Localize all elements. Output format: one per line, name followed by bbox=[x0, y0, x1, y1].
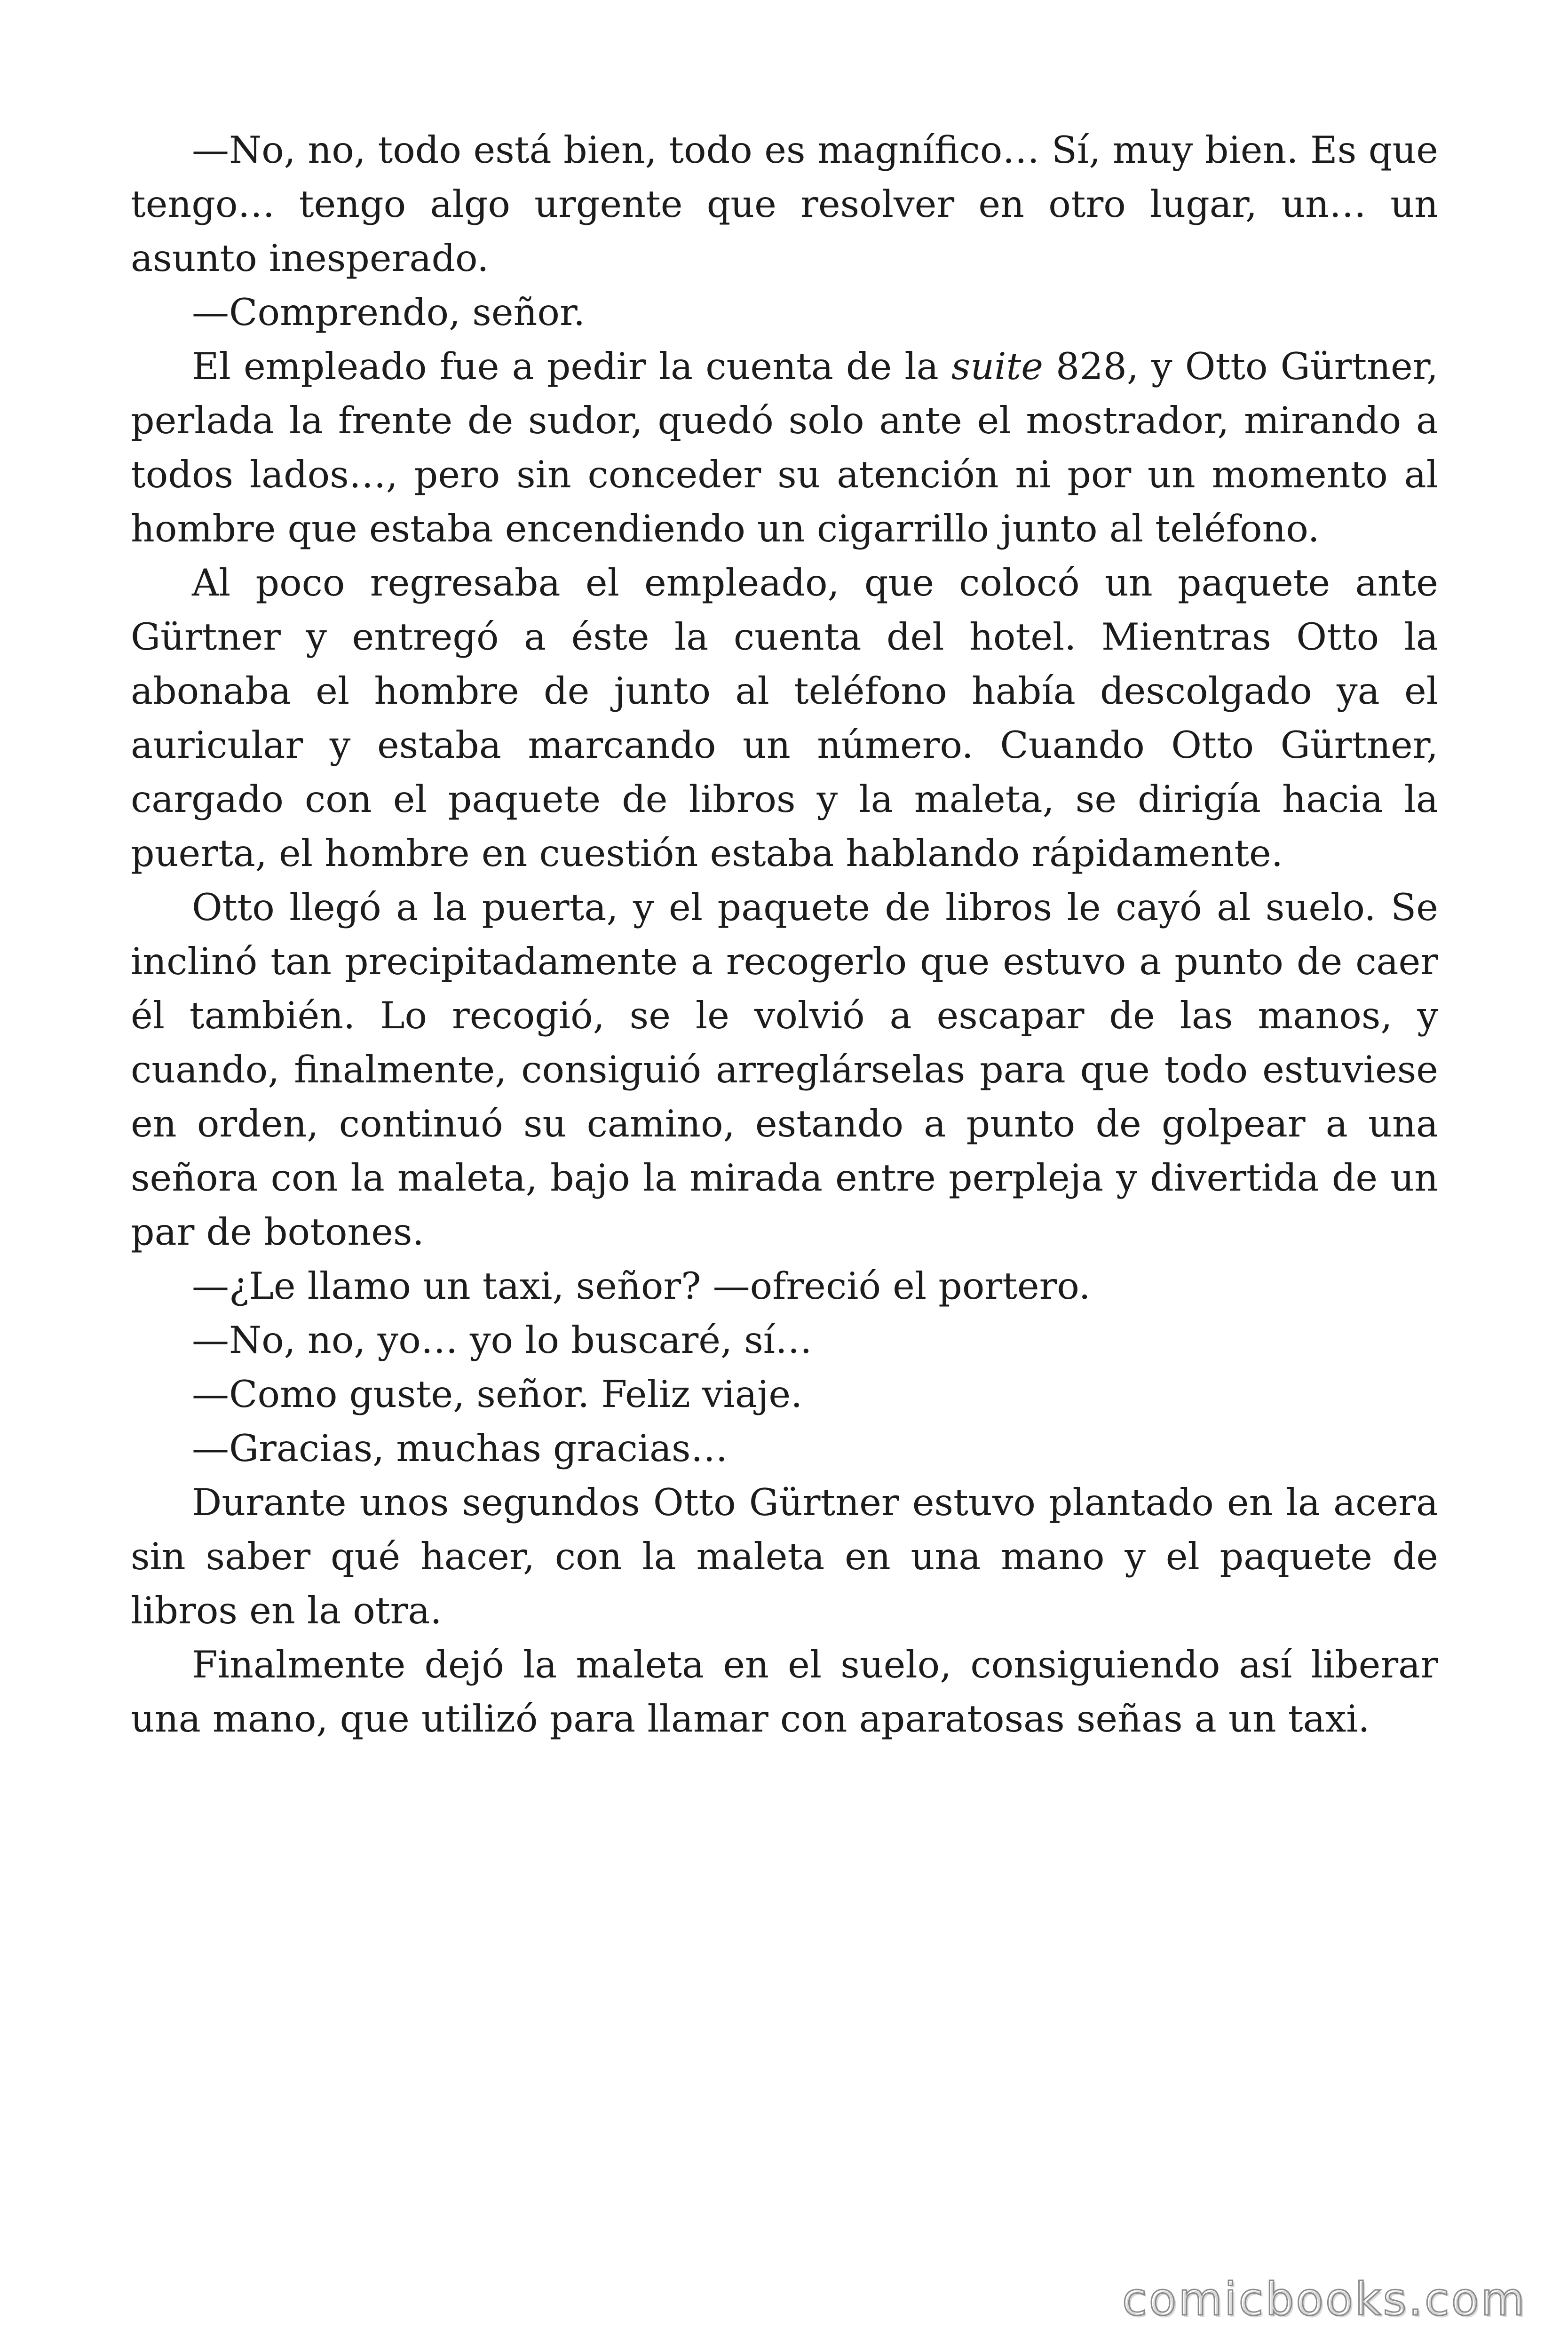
paragraph-9: —Gracias, muchas gracias… bbox=[192, 1427, 728, 1470]
body-text bbox=[131, 123, 1438, 1746]
paragraph-6: —¿Le llamo un taxi, señor? —ofreció el portero. bbox=[192, 1264, 1091, 1308]
italic-word-suite: suite bbox=[951, 345, 1043, 388]
paragraph-1: —No, no, todo está bien, todo es magnífico… Sí, muy bien. Es que tengo… tengo algo urgente que resolver en otro lugar, un… un asunto inesperado. bbox=[131, 128, 1438, 280]
paragraph-4: Al poco regresaba el empleado, que colocó un paquete ante Gürtner y entregó a éste la cuenta del hotel. Mientras Otto la abonaba el hombre de junto al teléfono había descolgado ya el auricular y estaba marcando un número. Cuando Otto Gürtner, cargado con el paquete de libros y la maleta, se dirigía hacia la puerta, el hombre en cuestión estaba hablando rápidamente. bbox=[131, 561, 1438, 875]
paragraph-3-end: 828, y Otto Gürtner, perlada la frente de sudor, quedó solo ante el mostrador, mirando a todos lados…, pero sin conceder su atención ni por un momento al hombre que estaba encendiendo un cigarrillo junto al teléfono. bbox=[131, 345, 1439, 550]
paragraph-2: —Comprendo, señor. bbox=[192, 291, 586, 334]
paragraph-8: —Como guste, señor. Feliz viaje. bbox=[192, 1373, 803, 1416]
paragraph-3-start: El empleado fue a pedir la cuenta de la bbox=[192, 345, 951, 388]
paragraph-5: Otto llegó a la puerta, y el paquete de libros le cayó al suelo. Se inclinó tan precipitadamente a recogerlo que estuvo a punto de caer él también. Lo recogió, se le volvió a escapar de las manos, y cuando, finalmente, consiguió arreglárselas para que todo estuviese en orden, continuó su camino, estando a punto de golpear a una señora con la maleta, bajo la mirada entre perpleja y divertida de un par de botones. bbox=[131, 886, 1438, 1254]
paragraph-11: Finalmente dejó la maleta en el suelo, consiguiendo así liberar una mano, que utilizó para llamar con aparatosas señas a un taxi. bbox=[131, 1643, 1438, 1740]
paragraph-3 bbox=[131, 340, 1438, 556]
paragraph-7: —No, no, yo… yo lo buscaré, sí… bbox=[192, 1319, 813, 1362]
watermark: comicbooks.com bbox=[1122, 2273, 1527, 2326]
paragraph-10: Durante unos segundos Otto Gürtner estuvo plantado en la acera sin saber qué hacer, con la maleta en una mano y el paquete de libros en la otra. bbox=[131, 1481, 1438, 1632]
